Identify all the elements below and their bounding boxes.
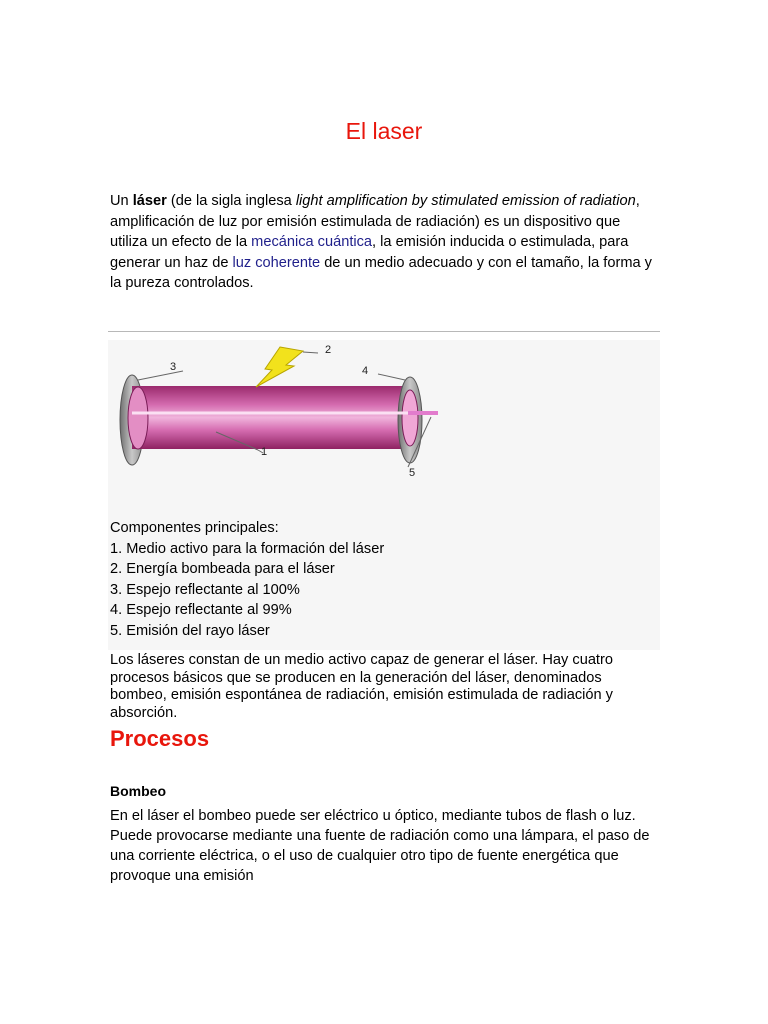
intro-paragraph: Un láser (de la sigla inglesa light amplification by stimulated emission of radiation, amplificación de luz por emisión estimulada de radiación) es un dispositivo que utiliza un efecto de la mecánica cuántica, la emisión inducida o estimulada, para generar un haz de luz coherente de un medio adecuado y con el tamaño, la forma y la pureza controlados. [110,193,652,292]
laser-processes-paragraph: Los láseres constan de un medio activo capaz de generar el láser. Hay cuatro procesos básicos que se producen en la generación del láser, denominados bombeo, emisión espontánea de radiación, emisión estimulada de radiación y absorción. [110,652,613,721]
label-2: 2 [325,344,332,356]
list-item: 4. Espejo reflectante al 99% [110,602,292,619]
list-item: 1. Medio activo para la formación del láser [110,540,385,557]
label-4: 4 [362,365,369,377]
components-list [110,518,650,642]
components-heading: Componentes principales: [110,520,279,536]
link-luz-coherente[interactable]: luz coherente [232,254,321,271]
label-1: 1 [261,446,268,458]
section-heading-procesos: Procesos [110,726,210,751]
label-3: 3 [170,361,177,373]
list-item: 2. Energía bombeada para el láser [110,561,335,578]
english-acronym-expansion: light amplification by stimulated emission of radiation [295,193,636,209]
laser-diagram [108,340,660,510]
list-item: 5. Emisión del rayo láser [110,622,270,639]
subheading-bombeo: Bombeo [110,783,166,799]
label-5: 5 [409,467,416,479]
term-laser: láser [132,193,167,209]
list-item: 3. Espejo reflectante al 100% [110,581,300,598]
active-medium-tube [132,386,408,449]
page-title: El laser [345,118,423,144]
horizontal-divider [108,331,660,332]
bombeo-paragraph: En el láser el bombeo puede ser eléctrico u óptico, mediante tubos de flash o luz. Puede provocarse mediante una fuente de radiación como una lámpara, el paso de una corriente eléctrica, o el uso de cualquier otro tipo de fuente energética que provoque una emisión [110,808,650,884]
link-mecanica-cuantica[interactable]: mecánica cuántica [251,234,373,251]
energy-bolt-icon [256,347,303,387]
